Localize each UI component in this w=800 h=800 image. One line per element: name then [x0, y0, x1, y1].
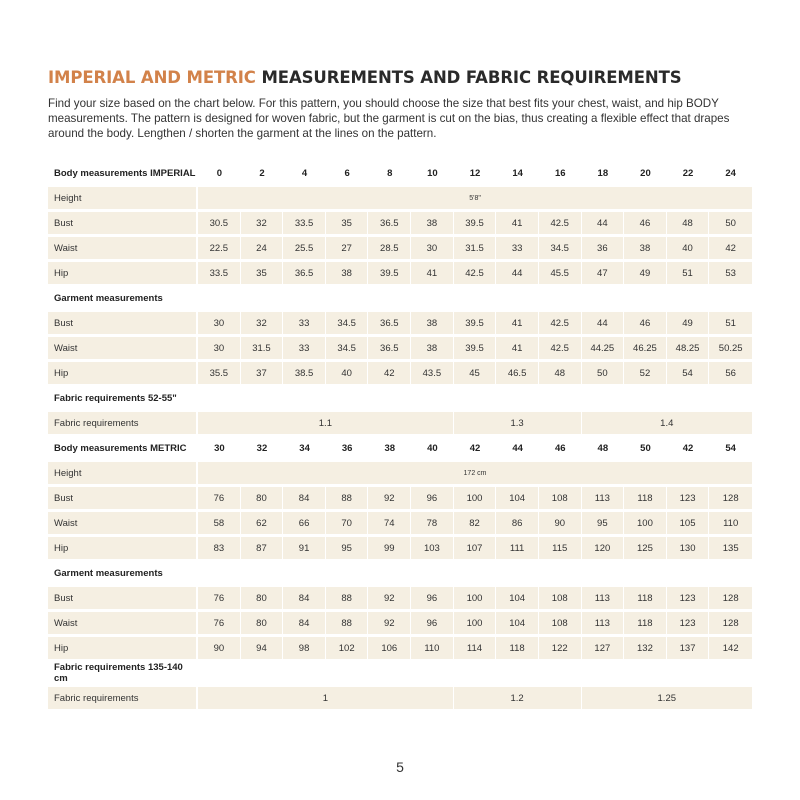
- table-cell: 108: [539, 487, 582, 509]
- table-cell: 92: [368, 612, 411, 634]
- size-header-cell: 12: [469, 167, 481, 179]
- table-cell: 92: [368, 487, 411, 509]
- table-cell: 35.5: [198, 362, 241, 384]
- table-cell: 123: [667, 587, 710, 609]
- section-label: Fabric requirements 52-55": [54, 392, 177, 404]
- table-cell: 142: [709, 637, 752, 659]
- table-cell: 43.5: [411, 362, 454, 384]
- page-title: [48, 68, 768, 87]
- imperial-body-waist-row: [48, 237, 752, 259]
- table-cell: 113: [582, 587, 625, 609]
- table-cell: 36.5: [283, 262, 326, 284]
- table-cell: 42.5: [539, 312, 582, 334]
- table-cell: 110: [709, 512, 752, 534]
- size-header-cell: 36: [341, 442, 353, 454]
- table-cell: 39.5: [454, 212, 497, 234]
- table-cell: 30: [411, 237, 454, 259]
- imperial-body-hip-row: [48, 262, 752, 284]
- table-cell: 92: [368, 587, 411, 609]
- metric-height-row: [48, 462, 752, 484]
- table-cell: 118: [624, 487, 667, 509]
- table-cell: 22.5: [198, 237, 241, 259]
- size-header-cell: 18: [597, 167, 609, 179]
- table-cell: 76: [198, 487, 241, 509]
- table-cell: 100: [454, 587, 497, 609]
- size-header-cell: 48: [597, 442, 609, 454]
- table-cell: 84: [283, 612, 326, 634]
- table-cell: 51: [709, 312, 752, 334]
- section-spacer: [198, 387, 752, 409]
- table-cell: 40: [667, 237, 710, 259]
- table-cell: 49: [624, 262, 667, 284]
- table-cell: 58: [198, 512, 241, 534]
- fabric-value-cell: 1.2: [454, 687, 582, 709]
- size-header-cell: 42: [469, 442, 481, 454]
- table-cell: 36: [582, 237, 625, 259]
- table-cell: 100: [624, 512, 667, 534]
- table-cell: 38: [624, 237, 667, 259]
- table-cell: 94: [241, 637, 284, 659]
- size-header-cell: 20: [640, 167, 651, 179]
- table-cell: 108: [539, 612, 582, 634]
- size-header-cell: 24: [725, 167, 736, 179]
- imperial-height-row: [48, 187, 752, 209]
- size-header-cell: 22: [682, 167, 694, 179]
- size-header-cell: 46: [554, 442, 566, 454]
- section-label: Garment measurements: [54, 292, 163, 304]
- table-cell: 100: [454, 612, 497, 634]
- table-cell: 28.5: [368, 237, 411, 259]
- size-header-cell: 54: [725, 442, 736, 454]
- table-cell: 127: [582, 637, 625, 659]
- table-cell: 80: [241, 487, 284, 509]
- row-label: Bust: [48, 587, 198, 609]
- row-label: Waist: [48, 337, 198, 359]
- table-cell: 36.5: [368, 312, 411, 334]
- table-cell: 51: [667, 262, 710, 284]
- fabric-value-cell: 1.1: [198, 412, 454, 434]
- section-spacer: [198, 287, 752, 309]
- table-cell: 34.5: [326, 337, 369, 359]
- row-label: Height: [48, 462, 198, 484]
- table-cell: 39.5: [368, 262, 411, 284]
- table-cell: 128: [709, 612, 752, 634]
- metric-body-bust-row: [48, 487, 752, 509]
- metric-body-waist-row: [48, 512, 752, 534]
- table-cell: 47: [582, 262, 625, 284]
- table-cell: 34.5: [326, 312, 369, 334]
- metric-header-row: [48, 437, 752, 459]
- table-cell: 24: [241, 237, 284, 259]
- table-cell: 95: [326, 537, 369, 559]
- table-cell: 132: [624, 637, 667, 659]
- table-cell: 41: [411, 262, 454, 284]
- table-cell: 88: [326, 612, 369, 634]
- table-cell: 38: [411, 212, 454, 234]
- row-label: Bust: [48, 487, 198, 509]
- table-cell: 104: [496, 612, 539, 634]
- table-cell: 122: [539, 637, 582, 659]
- table-cell: 118: [624, 587, 667, 609]
- table-cell: 48: [539, 362, 582, 384]
- table-cell: 74: [368, 512, 411, 534]
- table-cell: 95: [582, 512, 625, 534]
- table-cell: 90: [539, 512, 582, 534]
- table-cell: 115: [539, 537, 582, 559]
- table-cell: 96: [411, 612, 454, 634]
- height-value-cell: 5'8": [198, 187, 752, 209]
- size-header-cell: 6: [344, 167, 350, 179]
- table-cell: 50: [582, 362, 625, 384]
- metric-garment-bust-row: [48, 587, 752, 609]
- table-cell: 49: [667, 312, 710, 334]
- table-cell: 40: [326, 362, 369, 384]
- size-header-cell: 32: [256, 442, 268, 454]
- size-chart-body: [48, 162, 752, 709]
- size-header-cell: 0: [216, 167, 222, 179]
- metric-garment-waist-row: [48, 612, 752, 634]
- table-cell: 113: [582, 487, 625, 509]
- table-cell: 45: [454, 362, 497, 384]
- table-cell: 80: [241, 612, 284, 634]
- table-cell: 44: [496, 262, 539, 284]
- table-cell: 62: [241, 512, 284, 534]
- table-cell: 98: [283, 637, 326, 659]
- table-cell: 33.5: [198, 262, 241, 284]
- size-header-cell: 10: [427, 167, 438, 179]
- table-cell: 36.5: [368, 212, 411, 234]
- table-cell: 33: [283, 337, 326, 359]
- table-cell: 110: [411, 637, 454, 659]
- table-cell: 118: [496, 637, 539, 659]
- table-cell: 76: [198, 612, 241, 634]
- table-cell: 33: [283, 312, 326, 334]
- table-cell: 54: [667, 362, 710, 384]
- table-cell: 123: [667, 487, 710, 509]
- fabric-value-cell: 1.4: [582, 412, 752, 434]
- table-cell: 88: [326, 487, 369, 509]
- table-cell: 104: [496, 587, 539, 609]
- page-title-accent: IMPERIAL AND METRIC: [48, 68, 256, 87]
- table-cell: 52: [624, 362, 667, 384]
- section-spacer: [198, 562, 752, 584]
- size-header-cell: 4: [301, 167, 308, 179]
- size-header-cell: 40: [427, 442, 438, 454]
- height-value-cell: 172 cm: [198, 462, 752, 484]
- table-cell: 44.25: [582, 337, 625, 359]
- metric-garment-section-row: [48, 562, 752, 584]
- size-header-cell: 14: [512, 167, 523, 179]
- table-cell: 125: [624, 537, 667, 559]
- table-cell: 46.5: [496, 362, 539, 384]
- table-cell: 78: [411, 512, 454, 534]
- imperial-body-bust-row: [48, 212, 752, 234]
- table-cell: 70: [326, 512, 369, 534]
- table-cell: 32: [241, 312, 284, 334]
- table-cell: 42.5: [539, 212, 582, 234]
- metric-garment-hip-row: [48, 637, 752, 659]
- metric-body-hip-row: [48, 537, 752, 559]
- fabric-value-cell: 1.3: [454, 412, 582, 434]
- table-cell: 53: [709, 262, 752, 284]
- table-cell: 30.5: [198, 212, 241, 234]
- table-cell: 83: [198, 537, 241, 559]
- size-header-cell: 38: [384, 442, 396, 454]
- metric-fabric-section-row: [48, 662, 752, 684]
- table-cell: 31.5: [454, 237, 497, 259]
- table-cell: 80: [241, 587, 284, 609]
- table-cell: 113: [582, 612, 625, 634]
- imperial-garment-section-row: [48, 287, 752, 309]
- table-cell: 32: [241, 212, 284, 234]
- size-chart-table: [48, 159, 752, 712]
- row-label: Fabric requirements: [48, 412, 198, 434]
- fabric-value-cell: 1: [198, 687, 454, 709]
- table-cell: 42: [709, 237, 752, 259]
- intro-text: Find your size based on the chart below. For this pattern, you should choose the size that best fits your chest, waist, and hip BODY measurements. The pattern is designed for woven fabric, but the garment is cut on the bias, thus creating a flexible effect that drapes around the body. Lengthen / shorten the garment at the lines on the pattern.: [48, 97, 730, 140]
- table-cell: 34.5: [539, 237, 582, 259]
- size-header-cell: 42: [682, 442, 694, 454]
- table-cell: 128: [709, 487, 752, 509]
- table-cell: 100: [454, 487, 497, 509]
- table-cell: 44: [582, 212, 625, 234]
- row-label: Hip: [48, 637, 198, 659]
- table-cell: 50: [709, 212, 752, 234]
- row-label: Hip: [48, 362, 198, 384]
- row-label: Waist: [48, 237, 198, 259]
- table-cell: 41: [496, 312, 539, 334]
- size-header-cell: 50: [640, 442, 651, 454]
- table-cell: 39.5: [454, 312, 497, 334]
- table-cell: 41: [496, 337, 539, 359]
- table-cell: 46.25: [624, 337, 667, 359]
- table-cell: 84: [283, 487, 326, 509]
- table-cell: 46: [624, 212, 667, 234]
- metric-header-label: Body measurements METRIC: [54, 442, 187, 454]
- table-cell: 102: [326, 637, 369, 659]
- row-label: Hip: [48, 262, 198, 284]
- page-number: 5: [396, 759, 404, 775]
- table-cell: 66: [283, 512, 326, 534]
- imperial-fabric-section-row: [48, 387, 752, 409]
- table-cell: 84: [283, 587, 326, 609]
- table-cell: 36.5: [368, 337, 411, 359]
- table-cell: 46: [624, 312, 667, 334]
- table-cell: 76: [198, 587, 241, 609]
- table-cell: 38.5: [283, 362, 326, 384]
- table-cell: 104: [496, 487, 539, 509]
- row-label: Bust: [48, 212, 198, 234]
- table-cell: 35: [241, 262, 284, 284]
- table-cell: 37: [241, 362, 284, 384]
- fabric-value-cell: 1.25: [582, 687, 752, 709]
- row-label: Fabric requirements: [48, 687, 198, 709]
- imperial-header-label: Body measurements IMPERIAL: [54, 167, 196, 179]
- table-cell: 30: [198, 337, 241, 359]
- table-cell: 86: [496, 512, 539, 534]
- table-cell: 33.5: [283, 212, 326, 234]
- size-header-cell: 44: [512, 442, 523, 454]
- table-cell: 137: [667, 637, 710, 659]
- section-label: Fabric requirements 135-140 cm: [54, 662, 183, 684]
- table-cell: 42: [368, 362, 411, 384]
- table-cell: 128: [709, 587, 752, 609]
- size-header-cell: 2: [259, 167, 265, 179]
- table-cell: 82: [454, 512, 497, 534]
- table-cell: 41: [496, 212, 539, 234]
- table-cell: 48: [667, 212, 710, 234]
- table-cell: 103: [411, 537, 454, 559]
- row-label: Waist: [48, 612, 198, 634]
- table-cell: 33: [496, 237, 539, 259]
- table-cell: 44: [582, 312, 625, 334]
- table-cell: 96: [411, 587, 454, 609]
- size-header-cell: 30: [214, 442, 225, 454]
- table-cell: 123: [667, 612, 710, 634]
- table-cell: 105: [667, 512, 710, 534]
- metric-fabric-row: [48, 687, 752, 709]
- table-cell: 107: [454, 537, 497, 559]
- section-label: Garment measurements: [54, 567, 163, 579]
- table-cell: 108: [539, 587, 582, 609]
- table-cell: 45.5: [539, 262, 582, 284]
- imperial-header-row: [48, 162, 752, 184]
- table-cell: 87: [241, 537, 284, 559]
- table-cell: 106: [368, 637, 411, 659]
- row-label: Waist: [48, 512, 198, 534]
- table-cell: 42.5: [454, 262, 497, 284]
- section-spacer: [198, 662, 752, 684]
- table-cell: 120: [582, 537, 625, 559]
- size-header-cell: 16: [554, 167, 566, 179]
- table-cell: 31.5: [241, 337, 284, 359]
- table-cell: 42.5: [539, 337, 582, 359]
- table-cell: 56: [709, 362, 752, 384]
- table-cell: 38: [411, 337, 454, 359]
- table-cell: 114: [454, 637, 497, 659]
- table-cell: 38: [326, 262, 369, 284]
- imperial-garment-bust-row: [48, 312, 752, 334]
- table-cell: 25.5: [283, 237, 326, 259]
- table-cell: 27: [326, 237, 369, 259]
- table-cell: 88: [326, 587, 369, 609]
- table-cell: 135: [709, 537, 752, 559]
- table-cell: 30: [198, 312, 241, 334]
- table-cell: 38: [411, 312, 454, 334]
- table-cell: 118: [624, 612, 667, 634]
- row-label: Bust: [48, 312, 198, 334]
- table-cell: 90: [198, 637, 241, 659]
- size-header-cell: 34: [299, 442, 310, 454]
- imperial-garment-waist-row: [48, 337, 752, 359]
- imperial-fabric-row: [48, 412, 752, 434]
- table-cell: 130: [667, 537, 710, 559]
- table-cell: 91: [283, 537, 326, 559]
- table-cell: 48.25: [667, 337, 710, 359]
- page-title-rest: MEASUREMENTS AND FABRIC REQUIREMENTS: [255, 68, 682, 87]
- table-cell: 111: [496, 537, 539, 559]
- imperial-garment-hip-row: [48, 362, 752, 384]
- size-header-cell: 8: [387, 167, 393, 179]
- row-label: Hip: [48, 537, 198, 559]
- row-label: Height: [48, 187, 198, 209]
- table-cell: 35: [326, 212, 369, 234]
- table-cell: 96: [411, 487, 454, 509]
- table-cell: 50.25: [709, 337, 752, 359]
- table-cell: 99: [368, 537, 411, 559]
- table-cell: 39.5: [454, 337, 497, 359]
